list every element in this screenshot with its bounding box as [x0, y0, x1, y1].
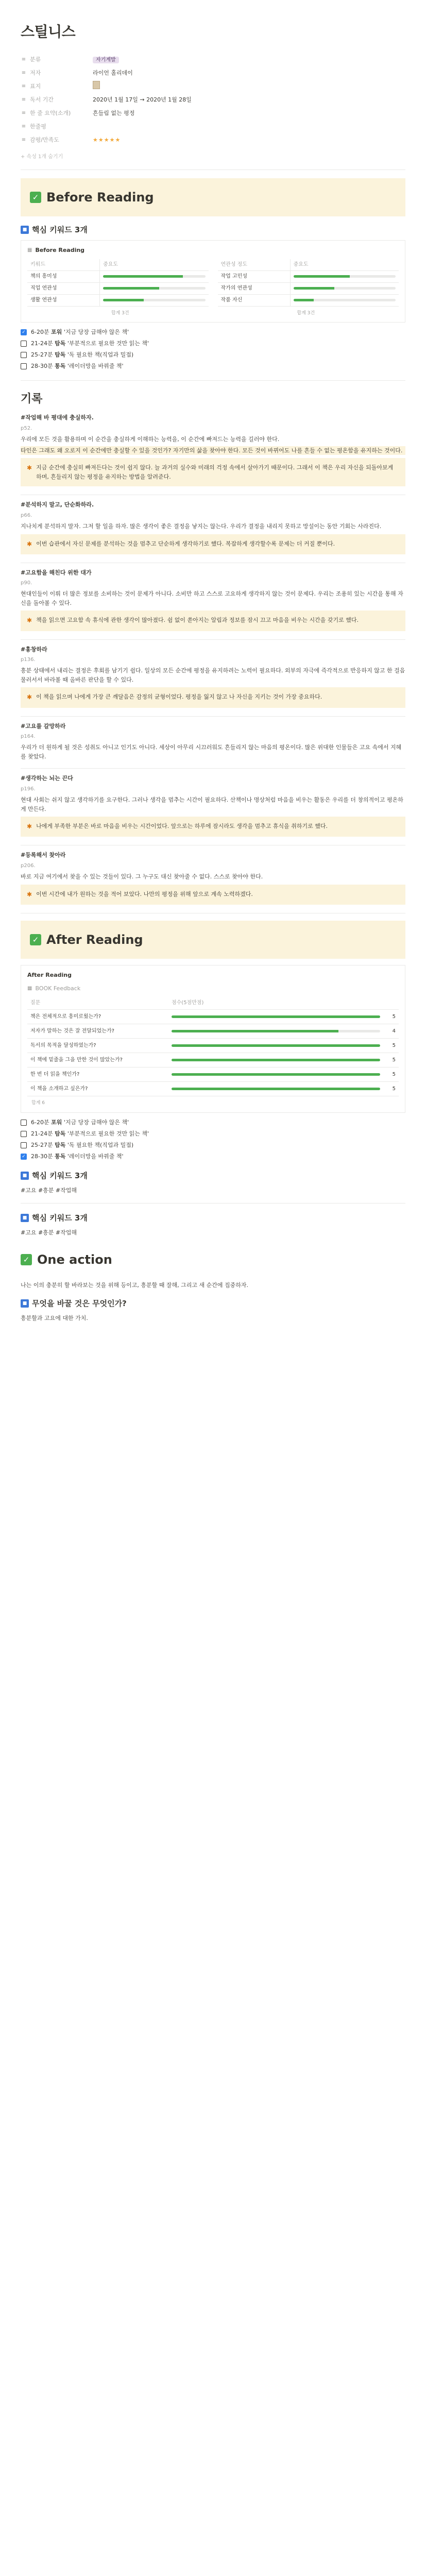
list-icon: ≡ [21, 70, 26, 76]
note-block [21, 645, 405, 717]
todo-emphasis: 포워 [51, 329, 62, 336]
note-page: p66. [21, 512, 32, 518]
note-body: 바로 지금 여기에서 찾을 수 있는 것들이 있다. 그 누구도 대신 찾아줄 수 없다. 스스로 찾아야 한다. [21, 873, 263, 880]
table-header-row [218, 259, 399, 271]
todo-text: 28-30분 통독 '레이더망을 바꿔줄 책' [31, 363, 124, 370]
after-keyword-heading-text: 핵심 키워드 3개 [32, 1171, 88, 1180]
after-keyword-heading-2 [21, 1212, 405, 1224]
list-icon: ≡ [21, 123, 26, 129]
checkbox[interactable] [21, 352, 27, 358]
right-count: 합계 3건 [297, 310, 315, 316]
bulb-icon: ✱ [27, 540, 32, 548]
todo-item[interactable] [21, 1128, 405, 1140]
property-value [93, 55, 405, 64]
question-cell: 이 책을 소개하고 싶은가? [27, 1082, 168, 1096]
todo-text: 28-30분 통독 '레이더망을 바꿔줄 책' [31, 1153, 124, 1160]
progress-fill [294, 275, 350, 278]
properties [21, 53, 405, 147]
progress-fill [172, 1044, 380, 1047]
callout-text: 나에게 부족한 부분은 바로 마음을 비우는 시간이었다. 앞으로는 하루에 잠시라도 생각을 멈추고 휴식을 취하기로 했다. [36, 823, 328, 830]
property-key-label: 한 줄 요약(소개) [30, 110, 71, 116]
progress-track [294, 287, 396, 290]
list-icon: ≡ [21, 137, 26, 143]
property-row[interactable] [21, 66, 405, 80]
note-page: p196. [21, 786, 36, 792]
todo-text: 25-27분 탐독 '독 필요한 책(직업과 밀접) [31, 1141, 134, 1148]
property-value: 2020년 1월 17일 → 2020년 1월 28일 [93, 96, 192, 103]
property-key [21, 55, 93, 64]
note-body: 지나치게 분석하지 말자. 그저 할 일을 하자. 많은 생각이 좋은 결정을 낳지는 않는다. 우리가 결정을 내리지 못하고 망설이는 동안 기회는 사라진다. [21, 522, 382, 530]
score-number: 4 [383, 1024, 399, 1039]
property-key-label: 분류 [30, 56, 41, 63]
note-title: #홍창하라 [21, 646, 47, 653]
notes-list [21, 413, 405, 913]
db-title[interactable] [27, 971, 399, 980]
check-icon: ✓ [21, 1254, 32, 1265]
divider [21, 380, 405, 381]
one-action-subheading [21, 1297, 405, 1310]
todo-item[interactable] [21, 338, 405, 349]
score-bar-cell [168, 1024, 383, 1039]
before-reading-db [21, 240, 405, 323]
property-key-label: 저자 [30, 70, 41, 76]
progress-track [103, 275, 205, 278]
note-callout [21, 534, 405, 554]
property-key-label: 독서 기간 [30, 96, 54, 103]
one-action-line1: 나는 이의 충분히 할 바라보는 것을 위해 등이고, 흥분할 때 잘해, 그리고 새 순간에 집중하자. [21, 1282, 248, 1289]
db-title[interactable] [27, 246, 399, 255]
note-body: 현대 사회는 쉬지 않고 생각하기를 요구한다. 그러나 생각을 멈추는 시간이 필요하다. 산책이나 명상처럼 마음을 비우는 활동은 우리를 더 창의적이고 평온하게 만든다. [21, 796, 403, 812]
left-bar-cell [100, 282, 209, 294]
bulb-icon: ✱ [27, 890, 32, 898]
list-icon: ≡ [21, 56, 26, 62]
table-row[interactable] [27, 270, 209, 282]
list-icon: ≡ [21, 110, 26, 116]
after-keyword-heading [21, 1170, 405, 1182]
after-keywords: #고요 #흥분 #작업해 [21, 1187, 77, 1194]
after-keyword-heading-2-text: 핵심 키워드 3개 [32, 1213, 88, 1223]
left-name-cell: 생활 연관성 [27, 294, 100, 306]
property-key-label: 표지 [30, 83, 41, 90]
table-row[interactable] [27, 294, 209, 306]
after-keywords-2: #고요 #흥분 #작업해 [21, 1229, 77, 1236]
before-todos [21, 327, 405, 372]
left-table [27, 259, 209, 307]
property-row[interactable] [21, 53, 405, 66]
note-callout [21, 458, 405, 486]
table-row[interactable] [27, 1039, 399, 1053]
progress-fill [172, 1015, 380, 1018]
right-name-cell: 작품 자신 [218, 294, 291, 306]
keyword-heading [21, 224, 405, 236]
left-bar-cell [100, 270, 209, 282]
checkbox[interactable] [21, 1131, 27, 1137]
cover-thumbnail[interactable] [93, 81, 100, 89]
table-row[interactable] [218, 270, 399, 282]
table-row[interactable] [27, 1010, 399, 1024]
list-icon: ≡ [21, 83, 26, 89]
property-value: 흔들림 없는 평정 [93, 110, 135, 116]
column-header[interactable]: 질문 [27, 997, 168, 1010]
progress-track [172, 1030, 380, 1032]
pin-icon: ■ [21, 1172, 29, 1180]
bulb-icon: ✱ [27, 464, 32, 472]
todo-text: 21-24분 탐독 '부분적으로 필요한 것만 읽는 책' [31, 340, 149, 347]
note-block [21, 774, 405, 845]
column-header[interactable]: 점수(5점만점) [168, 997, 383, 1010]
table-row[interactable] [27, 1067, 399, 1082]
checkbox[interactable] [21, 341, 27, 347]
column-header-spacer [383, 997, 399, 1010]
one-action-title: One action [37, 1252, 112, 1267]
table-row[interactable] [218, 294, 399, 306]
todo-text: 25-27분 탐독 '독 필요한 책(직업과 밀접) [31, 351, 134, 359]
before-reading-header [21, 178, 405, 216]
property-key [21, 135, 93, 145]
todo-emphasis: 통독 [55, 363, 66, 370]
after-db-title-text: After Reading [27, 972, 72, 979]
progress-track [294, 275, 396, 278]
one-action-header [21, 1245, 405, 1275]
progress-fill [103, 287, 159, 290]
db-subtitle [27, 984, 399, 993]
add-property-toggle[interactable]: + 속성 1개 숨기기 [21, 154, 63, 160]
todo-item[interactable] [21, 1151, 405, 1162]
feedback-table [27, 997, 399, 1096]
note-title: #등록해서 찾아라 [21, 852, 66, 859]
progress-track [172, 1015, 380, 1018]
bulb-icon: ✱ [27, 617, 32, 624]
checkbox[interactable]: ✓ [21, 1154, 27, 1160]
right-bar-cell [290, 270, 399, 282]
score-number: 5 [383, 1039, 399, 1053]
note-body: 우리가 더 원하게 될 것은 성취도 아니고 인기도 아니다. 세상이 아무리 시끄러워도 흔들리지 않는 마음의 평온이다. 많은 위대한 인물들은 고요 속에서 지혜를 찾았다. [21, 744, 402, 760]
left-count: 합계 3건 [111, 310, 129, 316]
note-block [21, 413, 405, 495]
note-title: #생각하는 뇌는 끈다 [21, 775, 73, 782]
progress-track [172, 1059, 380, 1061]
callout-text: 책을 읽으면 고요함 속 휴식에 관한 생각이 많아졌다. 쉼 없이 쏟아지는 알림과 정보를 잠시 끄고 마음을 비우는 시간을 갖기로 했다. [36, 617, 359, 624]
database-icon: ▦ [27, 247, 32, 253]
bulb-icon: ✱ [27, 693, 32, 701]
note-block [21, 500, 405, 563]
todo-item[interactable] [21, 349, 405, 361]
note-page: p206. [21, 862, 36, 869]
todo-item[interactable] [21, 327, 405, 338]
right-name-cell: 작업 고민성 [218, 270, 291, 282]
property-row[interactable] [21, 120, 405, 133]
callout-text: 이번 시간에 내가 원하는 것을 적어 보았다. 나만의 평정을 위해 앞으로 계속 노력하겠다. [36, 890, 253, 897]
table-row[interactable] [218, 282, 399, 294]
progress-track [103, 287, 205, 290]
todo-emphasis: 탐독 [55, 351, 66, 359]
after-reading-header [21, 921, 405, 959]
question-cell: 이 책에 밑줄을 그을 만한 것이 많았는가? [27, 1053, 168, 1067]
property-key [21, 82, 93, 91]
progress-fill [172, 1030, 338, 1032]
todo-item[interactable] [21, 1117, 405, 1128]
score-bar-cell [168, 1039, 383, 1053]
todo-emphasis: 탐독 [55, 1130, 66, 1137]
category-tag: 자기계발 [93, 57, 119, 63]
progress-track [294, 299, 396, 301]
count-row [27, 310, 399, 317]
count-row [27, 1099, 399, 1107]
note-callout [21, 885, 405, 905]
after-todos [21, 1117, 405, 1162]
after-db-subtitle: BOOK Feedback [35, 985, 81, 992]
left-name-cell: 책의 흥미성 [27, 270, 100, 282]
property-row[interactable] [21, 93, 405, 107]
one-action-subheading-text: 무엇을 바꿀 것은 무엇인가? [32, 1298, 127, 1308]
right-bar-cell [290, 282, 399, 294]
todo-emphasis: 탐독 [55, 1141, 66, 1148]
question-cell: 독서의 목적을 달성하였는가? [27, 1039, 168, 1053]
checkbox[interactable] [21, 1142, 27, 1148]
progress-fill [103, 299, 144, 301]
table-row[interactable] [27, 1082, 399, 1096]
right-table [218, 259, 399, 307]
property-key-label: 감평/만족도 [30, 137, 59, 143]
table-row[interactable] [27, 1024, 399, 1039]
pin-icon: ■ [21, 226, 29, 234]
left-bar-cell [100, 294, 209, 306]
note-highlight: 타인은 그래도 왜 오로지 이 순간에만 충실할 수 있을 것인가? 자기만의 삶을 찾아야 한다. 모든 것이 바뀌어도 나를 흔들 수 없는 평온함을 유지하는 것이다. [21, 446, 405, 455]
note-page: p164. [21, 734, 36, 740]
progress-fill [172, 1073, 380, 1076]
note-callout [21, 687, 405, 707]
property-row[interactable] [21, 80, 405, 93]
question-cell: 저자가 말하는 것은 잘 전달되었는가? [27, 1024, 168, 1039]
score-number: 5 [383, 1010, 399, 1024]
rating-stars: ★★★★★ [93, 137, 121, 143]
checkbox[interactable]: ✓ [21, 329, 27, 335]
progress-track [172, 1073, 380, 1076]
after-reading-db [21, 965, 405, 1113]
callout-text: 이 책을 읽으며 나에게 가장 큰 깨달음은 감정의 균형이었다. 평정을 잃지 않고 나 자신을 지키는 것이 가장 중요하다. [36, 693, 322, 701]
note-block [21, 568, 405, 640]
property-value [93, 135, 405, 145]
one-action-line2: 흥분할과 고요에 대한 가치. [21, 1314, 88, 1321]
note-body: 현대인들이 이뤄 더 많은 정보를 소비하는 것이 문제가 아니다. 소비만 하고 스스로 고요하게 생각하지 않는 것이 문제다. 우리는 조용히 있는 시간을 통해 자신을 돌아볼 수 있다. [21, 590, 403, 606]
column-header[interactable]: 키워드 [27, 259, 100, 271]
note-callout [21, 611, 405, 631]
question-cell: 한 번 더 읽을 책인가? [27, 1067, 168, 1082]
score-bar-cell [168, 1067, 383, 1082]
property-key [21, 122, 93, 131]
property-value: 라이언 홀리데이 [93, 70, 133, 76]
property-row[interactable] [21, 107, 405, 120]
note-title: #분석하지 말고, 단순화하라. [21, 501, 94, 509]
progress-track [172, 1044, 380, 1047]
score-bar-cell [168, 1010, 383, 1024]
note-page: p90. [21, 580, 32, 586]
check-icon: ✓ [30, 934, 41, 945]
score-bar-cell [168, 1053, 383, 1067]
before-reading-title: Before Reading [46, 190, 154, 205]
property-row[interactable] [21, 133, 405, 147]
property-key-label: 한줄평 [30, 123, 46, 130]
note-page: p52. [21, 425, 32, 431]
table-row[interactable] [27, 282, 209, 294]
note-title: #고요를 갈망하라 [21, 722, 66, 730]
column-header[interactable]: 중요도 [290, 259, 399, 271]
score-number: 5 [383, 1053, 399, 1067]
left-name-cell: 직업 연관성 [27, 282, 100, 294]
todo-emphasis: 통독 [55, 1153, 66, 1160]
score-number: 5 [383, 1067, 399, 1082]
todo-item[interactable] [21, 361, 405, 372]
progress-track [103, 299, 205, 301]
pin-icon: ■ [21, 1299, 29, 1308]
todo-text: 21-24분 탐독 '부분적으로 필요한 것만 읽는 책' [31, 1130, 149, 1137]
todo-item[interactable] [21, 1140, 405, 1151]
note-block [21, 722, 405, 769]
todo-text: 6-20분 포워 '지금 당장 급해야 않은 책' [31, 329, 129, 336]
pin-icon: ■ [21, 1214, 29, 1222]
property-key [21, 69, 93, 78]
progress-track [172, 1088, 380, 1090]
right-bar-cell [290, 294, 399, 306]
after-count: 합계 6 [31, 1100, 45, 1106]
callout-text: 이번 습관에서 자신 문제를 분석하는 것을 멈추고 단순하게 생각하기로 했다. 복잡하게 생각할수록 문제는 더 커질 뿐이다. [36, 540, 335, 547]
property-key [21, 109, 93, 118]
table-header-row [27, 259, 209, 271]
note-title: #작업해 바 평대에 충실하자. [21, 414, 94, 421]
notes-heading: 기록 [21, 393, 43, 406]
right-name-cell: 작가의 연관성 [218, 282, 291, 294]
progress-fill [294, 287, 334, 290]
score-number: 5 [383, 1082, 399, 1096]
table-row[interactable] [27, 1053, 399, 1067]
list-icon: ≡ [21, 96, 26, 103]
progress-fill [294, 299, 314, 301]
note-body: 우리에 모든 것을 활용하며 이 순간을 충실하게 이해하는 능력을, 이 순간에 빠져드는 능력을 길러야 한다. [21, 435, 280, 443]
callout-text: 지금 순간에 충실히 빠져든다는 것이 쉽지 않다. 늘 과거의 실수와 미래의 걱정 속에서 살아가기 때문이다. 그래서 이 책은 우리 자신을 되돌아보게 하며, 흔들리지 않는 평정을 유지하는 방법을 알려준다. [36, 464, 394, 480]
todo-text: 6-20분 포워 '지금 당장 급해야 않은 책' [31, 1118, 129, 1126]
column-header[interactable]: 중요도 [100, 259, 209, 271]
note-callout [21, 817, 405, 837]
column-header[interactable]: 연관성 정도 [218, 259, 291, 271]
note-block [21, 851, 405, 913]
bulb-icon: ✱ [27, 823, 32, 831]
note-page: p136. [21, 657, 36, 663]
score-bar-cell [168, 1082, 383, 1096]
table-header-row [27, 997, 399, 1010]
todo-emphasis: 탐독 [55, 340, 66, 347]
db-title-text: Before Reading [35, 247, 85, 254]
property-key [21, 95, 93, 105]
note-body: 흥분 상태에서 내리는 결정은 후회를 남기기 쉽다. 일상의 모든 순간에 평정을 유지하려는 노력이 필요하다. 외부의 자극에 즉각적으로 반응하지 않고 한 걸음 물러서서 바라볼 때 올바른 판단을 할 수 있다. [21, 667, 405, 683]
after-reading-title: After Reading [46, 932, 143, 947]
page-title: 스틸니스 [21, 23, 76, 40]
note-title: #고요함을 해친다 위한 대가 [21, 569, 92, 576]
db-tables [27, 259, 399, 307]
todo-emphasis: 포워 [51, 1118, 62, 1126]
checkbox[interactable] [21, 363, 27, 369]
database-icon: ▦ [27, 985, 32, 991]
check-icon: ✓ [30, 192, 41, 203]
checkbox[interactable] [21, 1120, 27, 1126]
property-value [93, 81, 405, 92]
keyword-heading-text: 핵심 키워드 3개 [32, 225, 88, 235]
question-cell: 책은 전체적으로 흥미로웠는가? [27, 1010, 168, 1024]
progress-fill [172, 1088, 380, 1090]
progress-fill [103, 275, 183, 278]
divider [21, 1203, 405, 1204]
progress-fill [172, 1059, 380, 1061]
